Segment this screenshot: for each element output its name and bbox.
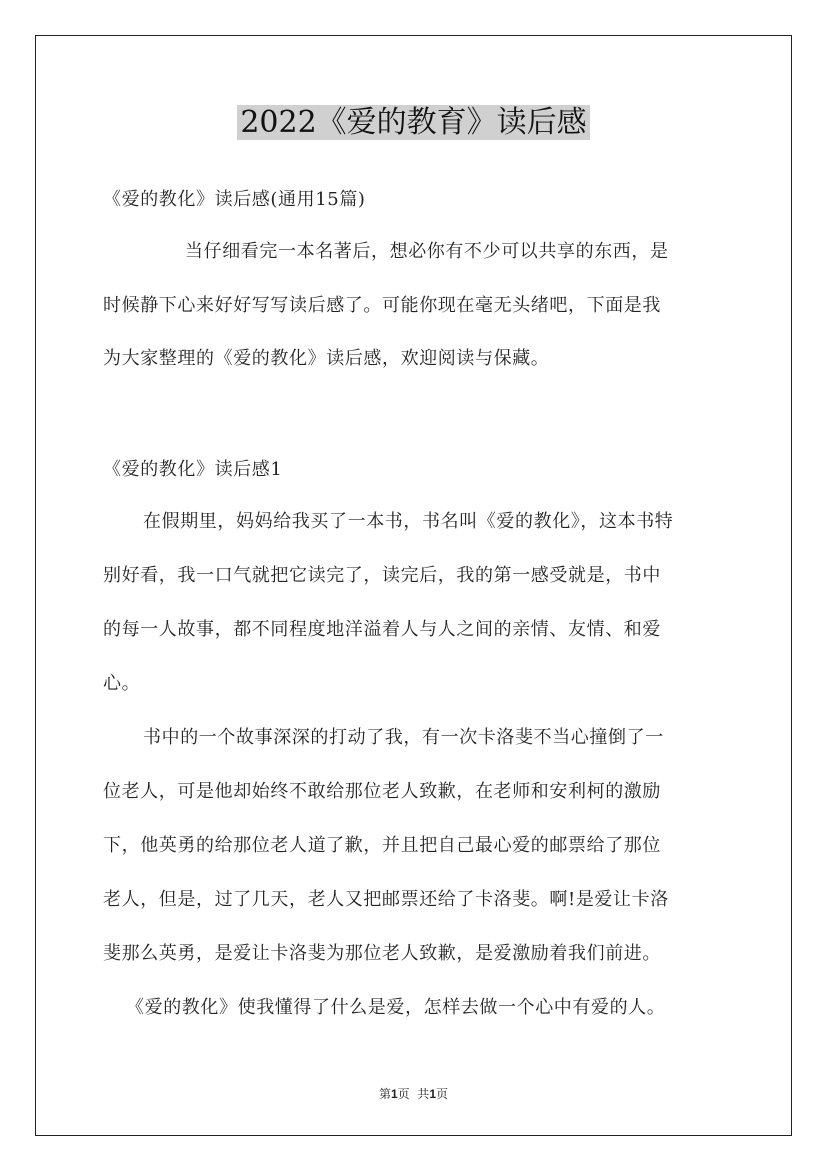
document-title: 2022《爱的教育》读后感	[237, 105, 589, 140]
footer-page-mid: 页 共	[397, 1087, 430, 1101]
para1-line: 的每一人故事，都不同程度地洋溢着人与人之间的亲情、友情、和爱	[103, 619, 661, 640]
footer-page-prefix: 第	[378, 1087, 391, 1101]
para1-line: 心。	[103, 673, 141, 694]
page-footer	[0, 1085, 827, 1102]
para2-line: 斐那么英勇，是爱让卡洛斐为那位老人致歉，是爱激励着我们前进。	[103, 943, 661, 964]
intro-line: 当仔细看完一本名著后，想必你有不少可以共享的东西，是	[185, 241, 669, 262]
document-subtitle: 《爱的教化》读后感(通用15篇)	[103, 189, 366, 210]
footer-page-suffix: 页	[436, 1087, 449, 1101]
section-heading: 《爱的教化》读后感1	[103, 459, 283, 480]
intro-line: 时候静下心来好好写写读后感了。可能你现在毫无头绪吧，下面是我	[103, 295, 661, 316]
document-title-row	[0, 103, 827, 143]
para2-line: 书中的一个故事深深的打动了我，有一次卡洛斐不当心撞倒了一	[143, 727, 664, 748]
para1-line: 别好看，我一口气就把它读完了，读完后，我的第一感受就是，书中	[103, 565, 661, 586]
para3-line: 《爱的教化》使我懂得了什么是爱，怎样去做一个心中有爱的人。	[126, 997, 666, 1018]
footer-page-total: 1	[429, 1087, 436, 1101]
para2-line: 位老人，可是他却始终不敢给那位老人致歉，在老师和安利柯的激励	[103, 781, 661, 802]
para2-line: 下，他英勇的给那位老人道了歉，并且把自己最心爱的邮票给了那位	[103, 835, 661, 856]
para1-line: 在假期里，妈妈给我买了一本书，书名叫《爱的教化》，这本书特	[143, 511, 674, 532]
intro-line: 为大家整理的《爱的教化》读后感，欢迎阅读与保藏。	[103, 348, 550, 369]
para2-line: 老人，但是，过了几天，老人又把邮票还给了卡洛斐。啊!是爱让卡洛	[103, 889, 669, 910]
footer-page-current: 1	[390, 1087, 398, 1101]
